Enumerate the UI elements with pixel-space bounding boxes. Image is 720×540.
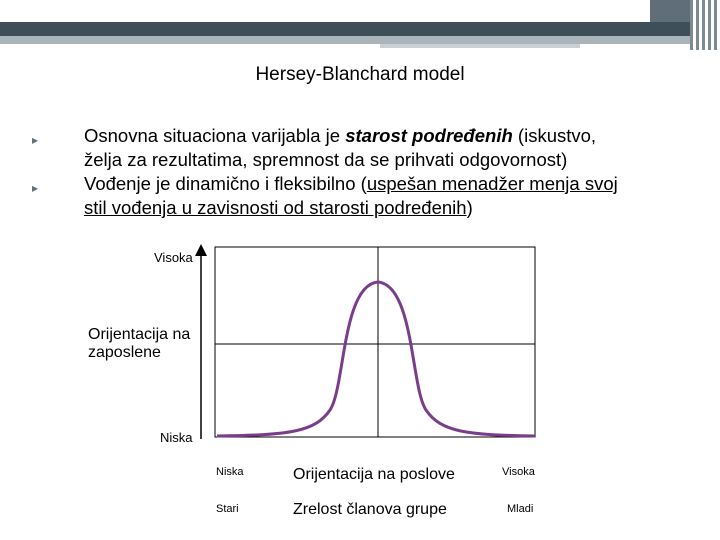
- bullet-1-line-1: Osnovna situaciona varijabla je starost podređenih (iskustvo,: [84, 125, 597, 146]
- x-row2-right-label: Mladi: [507, 503, 534, 515]
- bullet-item-2: [32, 172, 672, 220]
- bullet-1-line-2: želja za rezultatima, spremnost da se prihvati odgovornost): [84, 149, 568, 170]
- header-dark-band: [0, 22, 720, 36]
- x-row1-left-label: Niska: [216, 466, 244, 478]
- x-row1-title: Orijentacija na poslove: [293, 466, 455, 483]
- leadership-curve: [217, 282, 535, 436]
- y-axis-low-label: Niska: [160, 430, 193, 445]
- y-axis-high-label: Visoka: [154, 250, 193, 265]
- bullet-item-1: [32, 124, 672, 172]
- header-light-band: [0, 36, 720, 44]
- bullet-icon: ▸: [32, 181, 39, 195]
- header-accent-line: [380, 44, 580, 48]
- bullet-icon: ▸: [32, 133, 39, 147]
- x-row1-right-label: Visoka: [502, 466, 535, 478]
- bullet-2-line-2: stil vođenja u zavisnosti od starosti podređenih): [84, 197, 473, 218]
- y-axis-title: Orijentacija na zaposlene: [88, 326, 191, 361]
- header-stripes: [690, 0, 720, 50]
- grid-frame: [215, 247, 535, 437]
- slide-title: Hersey-Blanchard model: [255, 64, 465, 85]
- leadership-diagram: [190, 240, 550, 450]
- x-row2-left-label: Stari: [216, 503, 239, 515]
- bullet-2-line-1: Vođenje je dinamično i fleksibilno (uspešan menadžer menja svoj: [84, 173, 618, 194]
- x-row2-title: Zrelost članova grupe: [293, 501, 447, 518]
- bullet-list: [32, 124, 672, 220]
- header-bar: [0, 0, 720, 22]
